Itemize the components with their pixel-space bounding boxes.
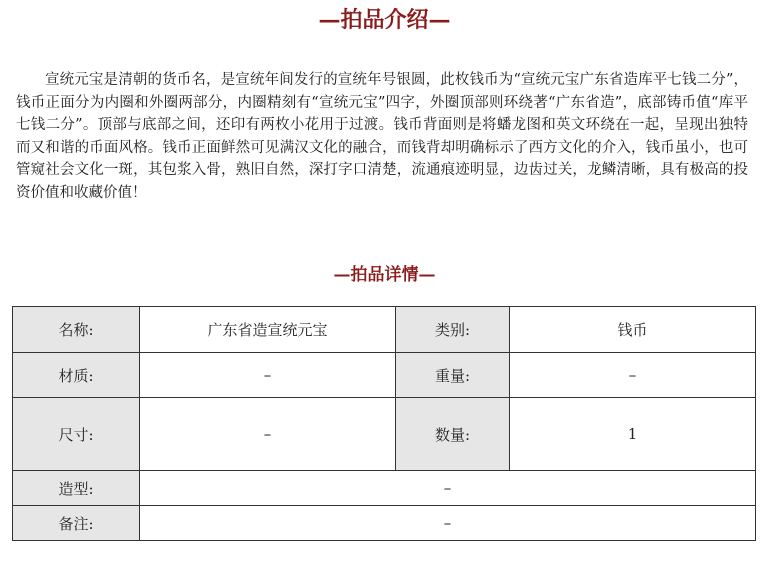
weight-value: –: [510, 353, 756, 398]
table-row: [13, 471, 756, 506]
size-value: –: [140, 398, 396, 471]
table-row: [13, 506, 756, 541]
note-label: 备注:: [13, 506, 140, 541]
table-row: [13, 398, 756, 471]
detail-section-title: —拍品详情—: [333, 265, 436, 285]
quantity-label: 数量:: [396, 398, 510, 471]
material-label: 材质:: [13, 353, 140, 398]
shape-value: –: [140, 471, 756, 506]
material-value: –: [140, 353, 396, 398]
intro-paragraph: 宣统元宝是清朝的货币名，是宣统年间发行的宣统年号银圆，此枚钱币为“宣统元宝广东省造库平七钱二分”，钱币正面分为内圈和外圈两部分，内圈精刻有“宣统元宝”四字，外圈顶部则环绕著“广东省造”，底部铸币值“库平七钱二分”。顶部与底部之间，还印有两枚小花用于过渡。钱币背面则是将蟠龙图和英文环绕在一起，呈现出独特而又和谐的币面风格。钱币正面鲜然可见满汉文化的融合，而钱背却明确标示了西方文化的介入，钱币虽小，也可管窥社会文化一斑，其包浆入骨，熟旧自然，深打字口清楚，流通痕迹明显，边齿过关，龙鳞清晰，具有极高的投资价值和收藏价值！: [16, 72, 748, 201]
name-label: 名称:: [13, 307, 140, 353]
weight-label: 重量:: [396, 353, 510, 398]
category-label: 类别:: [396, 307, 510, 353]
note-value: –: [140, 506, 756, 541]
category-value: 钱币: [510, 307, 756, 353]
detail-table: [12, 306, 756, 541]
quantity-value: 1: [510, 398, 756, 471]
intro-section-title: —拍品介绍—: [318, 7, 451, 33]
shape-label: 造型:: [13, 471, 140, 506]
name-value: 广东省造宣统元宝: [140, 307, 396, 353]
size-label: 尺寸:: [13, 398, 140, 471]
table-row: [13, 353, 756, 398]
table-row: [13, 307, 756, 353]
